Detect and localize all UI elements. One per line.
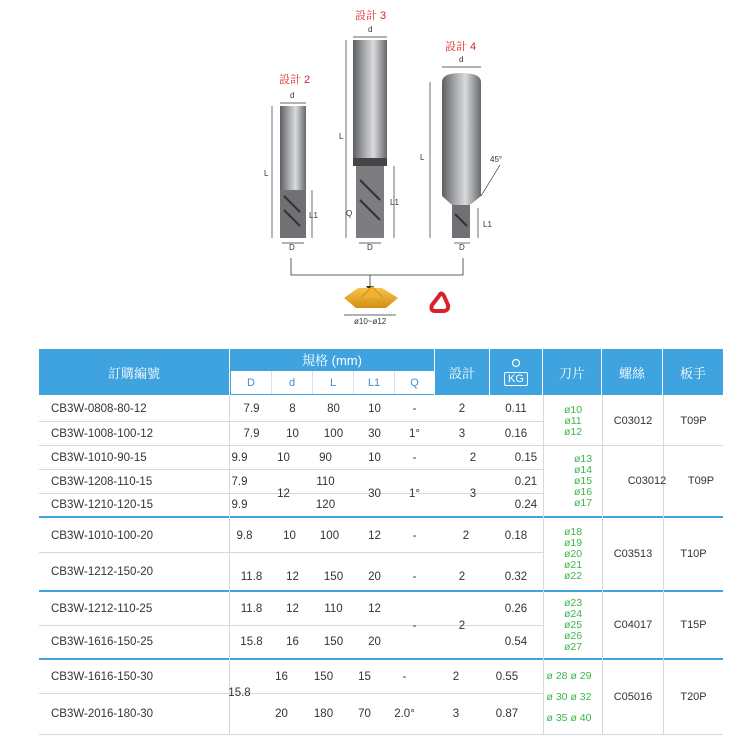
row-9-Q: - [402, 670, 407, 683]
row-5-design: 2 [462, 529, 470, 542]
row-7-L1: 12 [368, 602, 381, 615]
triangle-profile-icon [431, 294, 448, 312]
row-7-Q: - [412, 619, 417, 632]
group-4-screw: C05016 [613, 691, 653, 703]
row-9-kg: 0.55 [495, 670, 519, 683]
row-3-L: 110 [316, 475, 335, 488]
angle-45: 45° [490, 155, 503, 164]
row-1-d: 10 [286, 427, 299, 440]
dim-D-3: D [367, 243, 373, 252]
design-3-shank [353, 40, 387, 165]
dim-L1-4: L1 [483, 220, 492, 229]
row-2-Q: - [412, 451, 417, 464]
row-9-design: 2 [452, 670, 460, 683]
row-10-L1: 70 [358, 708, 371, 720]
blade-size: ø11 [564, 414, 582, 427]
dim-L1-3: L1 [390, 198, 399, 207]
design-4-neck [452, 205, 470, 238]
row-1-L1: 30 [368, 427, 381, 440]
dim-d-4: d [459, 55, 464, 64]
subheader-d: d [272, 371, 313, 394]
row-5-L: 100 [319, 529, 340, 542]
dim-L-2: L [264, 169, 269, 178]
blade-size: ø10 [563, 403, 583, 416]
subheader-L1: L1 [354, 371, 395, 394]
row-0-Q: - [412, 403, 417, 415]
row-3-L1: 30 [368, 487, 381, 500]
row-1-L: 100 [323, 427, 344, 440]
row-1-code: CB3W-1008-100-12 [51, 427, 154, 440]
weight-icon [505, 358, 527, 372]
row-0-L1: 10 [368, 403, 381, 415]
blade-size: ø22 [563, 569, 583, 582]
group-4-wrench: T20P [680, 691, 707, 703]
group-2-blades [544, 518, 602, 590]
dim-Q-3: Q [346, 209, 353, 218]
group-3-wrench: T15P [680, 619, 707, 631]
row-8-L1: 20 [368, 636, 381, 648]
row-10-design: 3 [452, 708, 460, 720]
row-2-design: 2 [469, 451, 477, 464]
design-3-label: 設計 3 [355, 10, 387, 22]
blade-size: ø21 [563, 558, 583, 571]
subheader-L: L [313, 371, 354, 394]
row-9-D: 15.8 [228, 686, 251, 699]
row-6-D: 11.8 [240, 571, 263, 583]
group-0-blades [544, 397, 602, 445]
row-0-d: 8 [289, 403, 296, 415]
row-4-code: CB3W-1210-120-15 [51, 499, 154, 511]
group-2-screw: C03513 [613, 548, 653, 560]
header-design: 設計 [435, 349, 489, 395]
blade-size: ø 30 ø 32 [546, 690, 592, 703]
blade-size: ø13 [573, 452, 593, 465]
row-4-L: 120 [315, 499, 336, 511]
row-3-d: 12 [277, 487, 290, 500]
insert-range: ø10~ø12 [354, 317, 387, 326]
row-0-kg: 0.11 [505, 403, 527, 415]
blade-size: ø27 [563, 640, 583, 653]
row-6-code: CB3W-1212-150-20 [51, 565, 154, 578]
row-8-D: 15.8 [240, 636, 263, 648]
row-3-design: 3 [469, 487, 477, 500]
dim-L-4: L [420, 153, 425, 162]
row-10-kg: 0.87 [495, 708, 519, 720]
row-7-code: CB3W-1212-110-25 [51, 602, 153, 615]
row-4-kg: 0.24 [514, 499, 538, 511]
group-4-blades [536, 660, 602, 734]
blade-size: ø26 [563, 629, 583, 642]
row-3-Q: 1° [409, 487, 420, 500]
row-10-code: CB3W-2016-180-30 [51, 708, 154, 720]
subheader-D: D [231, 371, 272, 394]
group-1-wrench: T09P [687, 475, 715, 487]
row-7-design: 2 [458, 619, 466, 632]
row-6-L1: 20 [368, 571, 381, 583]
row-1-kg: 0.16 [504, 427, 528, 440]
row-6-Q: - [412, 571, 417, 583]
group-3-blades [544, 592, 602, 658]
tool-drawing [0, 0, 750, 335]
row-5-Q: - [412, 529, 417, 542]
header-wrench: 板手 [663, 349, 723, 395]
blade-size: ø17 [573, 496, 593, 509]
row-5-d: 10 [283, 529, 296, 542]
dim-D-4: D [459, 243, 465, 252]
row-8-kg: 0.54 [504, 636, 528, 648]
blade-size: ø16 [573, 485, 593, 498]
blade-size: ø25 [563, 618, 583, 631]
blade-size: ø12 [563, 425, 583, 438]
row-2-code: CB3W-1010-90-15 [51, 451, 147, 464]
row-7-kg: 0.26 [504, 602, 528, 615]
row-8-d: 16 [286, 636, 299, 648]
blade-size: ø 35 ø 40 [546, 711, 592, 724]
row-2-L1: 10 [368, 451, 381, 464]
design-4-shank [442, 73, 481, 205]
row-0-design: 2 [458, 403, 466, 415]
row-1-Q: 1° [409, 427, 420, 440]
row-2-d: 10 [277, 451, 290, 464]
row-10-Q: 2.0° [394, 708, 415, 720]
blade-size: ø19 [563, 536, 583, 549]
row-0-D: 7.9 [243, 403, 260, 415]
blade-size: ø24 [563, 607, 583, 620]
blade-size: ø20 [563, 547, 583, 560]
dim-L-3: L [339, 132, 344, 141]
group-0-screw: C03012 [613, 415, 653, 427]
row-9-L1: 15 [358, 670, 371, 683]
spec-table [39, 349, 723, 735]
header-blade: 刀片 [543, 349, 601, 395]
header-weight [490, 349, 542, 395]
group-1-blades [554, 446, 612, 516]
group-2-wrench: T10P [680, 548, 707, 560]
row-1-D: 7.9 [243, 427, 260, 440]
row-3-code: CB3W-1208-110-15 [51, 475, 153, 488]
row-9-d: 16 [275, 670, 288, 683]
subheader-Q: Q [395, 371, 434, 394]
row-2-L: 90 [319, 451, 332, 464]
dim-D-2: D [289, 243, 295, 252]
row-0-code: CB3W-0808-80-12 [51, 403, 147, 415]
row-8-code: CB3W-1616-150-25 [51, 636, 154, 648]
row-9-L: 150 [313, 670, 334, 683]
design-3-head [356, 166, 384, 238]
row-10-L: 180 [313, 708, 334, 720]
row-6-design: 2 [458, 571, 466, 583]
blade-size: ø14 [573, 463, 593, 476]
row-6-d: 12 [286, 571, 299, 583]
row-6-L: 150 [323, 571, 344, 583]
row-7-d: 12 [286, 602, 299, 615]
row-5-L1: 12 [368, 529, 381, 542]
blade-size: ø15 [573, 474, 593, 487]
row-1-design: 3 [458, 427, 466, 440]
blade-size: ø23 [563, 596, 583, 609]
row-4-D: 9.9 [231, 499, 248, 511]
row-0-L: 80 [327, 403, 340, 415]
row-8-L: 150 [323, 636, 344, 648]
group-3-screw: C04017 [613, 619, 653, 631]
row-2-D: 9.9 [231, 451, 248, 464]
row-3-D: 7.9 [231, 475, 248, 488]
header-screw: 螺絲 [602, 349, 662, 395]
design-2-label: 設計 2 [279, 74, 311, 86]
blade-size: ø 28 ø 29 [546, 669, 592, 682]
dim-d-2: d [290, 91, 295, 100]
dim-L1-2: L1 [309, 211, 318, 220]
row-7-D: 11.8 [240, 602, 263, 615]
row-2-kg: 0.15 [514, 451, 538, 464]
header-order-no: 訂購編號 [39, 349, 229, 395]
row-5-code: CB3W-1010-100-20 [51, 529, 154, 542]
group-0-wrench: T09P [680, 415, 707, 427]
row-7-L: 110 [324, 602, 343, 615]
weight-label: KG [504, 372, 528, 386]
design-4-label: 設計 4 [445, 41, 477, 53]
row-10-d: 20 [275, 708, 288, 720]
header-spec: 規格 (mm) [230, 349, 434, 369]
row-9-code: CB3W-1616-150-30 [51, 670, 154, 683]
row-6-kg: 0.32 [504, 571, 528, 583]
blade-size: ø18 [563, 525, 583, 538]
row-5-D: 9.8 [236, 529, 253, 542]
row-3-kg: 0.21 [514, 475, 538, 488]
row-5-kg: 0.18 [504, 529, 528, 542]
dim-d-3: d [368, 25, 373, 34]
group-1-screw: C03012 [627, 475, 667, 487]
